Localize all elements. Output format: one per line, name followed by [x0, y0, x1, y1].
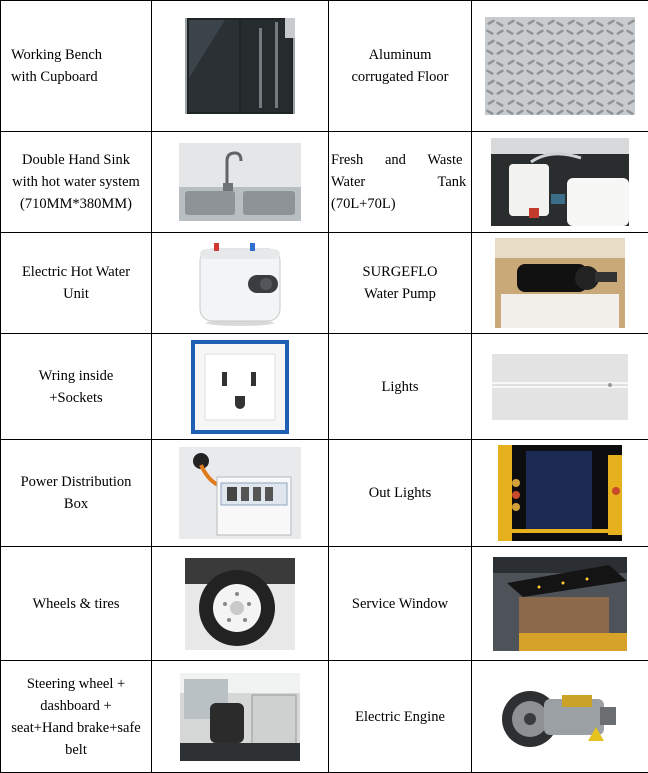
item-label: Lights — [329, 334, 472, 440]
cab-interior-photo — [180, 673, 300, 761]
item-label: Wring inside +Sockets — [1, 334, 152, 440]
electric-engine-photo — [500, 671, 620, 763]
service-window-photo — [493, 557, 627, 651]
item-label: Steering wheel + dashboard + seat+Hand brake+safe belt — [1, 661, 152, 773]
table-row — [1, 1, 648, 132]
item-label: Electric Hot Water Unit — [1, 233, 152, 334]
table-row — [1, 547, 648, 661]
table-row — [1, 132, 648, 233]
item-label: Service Window — [329, 547, 472, 661]
aluminum-floor-photo — [485, 17, 635, 115]
cupboard-photo — [185, 18, 295, 114]
socket-photo — [191, 340, 289, 434]
wheel-photo — [185, 558, 295, 650]
table-row — [1, 233, 648, 334]
item-label: Aluminum corrugated Floor — [329, 1, 472, 132]
table-row — [1, 661, 648, 773]
out-lights-photo — [498, 445, 622, 541]
water-tank-photo — [491, 138, 629, 226]
item-label: Working Bench with Cupboard — [1, 1, 152, 132]
item-label: SURGEFLO Water Pump — [329, 233, 472, 334]
table-row — [1, 334, 648, 440]
item-label: Electric Engine — [329, 661, 472, 773]
distribution-box-photo — [179, 447, 301, 539]
water-pump-photo — [495, 238, 625, 328]
table-row — [1, 440, 648, 547]
item-label: Power Distribution Box — [1, 440, 152, 547]
item-label: Out Lights — [329, 440, 472, 547]
water-heater-photo — [194, 239, 286, 327]
item-label: Fresh and Waste Water Tank (70L+70L) — [329, 132, 472, 233]
item-label: Double Hand Sink with hot water system (710MM*380MM) — [1, 132, 152, 233]
sink-photo — [179, 143, 301, 221]
item-label: Wheels & tires — [1, 547, 152, 661]
lights-photo — [492, 354, 628, 420]
